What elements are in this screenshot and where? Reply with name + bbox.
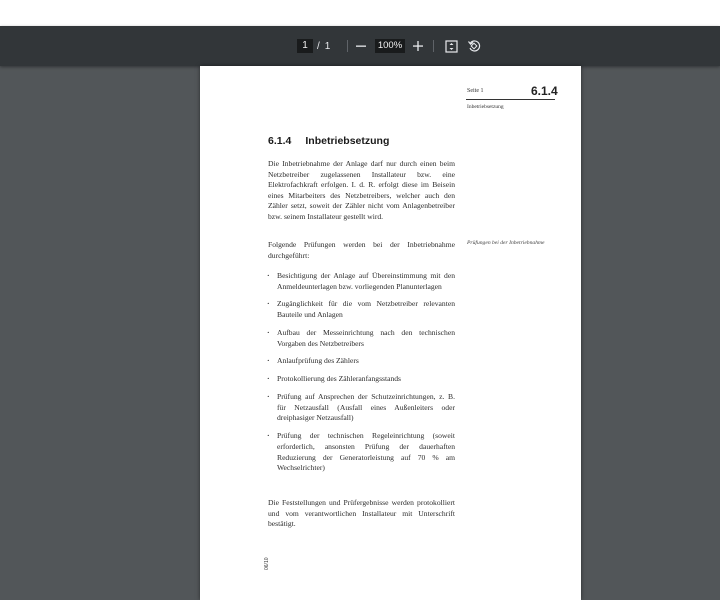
rotate-icon[interactable] — [466, 38, 482, 54]
zoom-level-input[interactable]: 100% — [375, 39, 405, 53]
top-strip — [0, 0, 720, 26]
list-item: · Prüfung auf Ansprechen der Schutzeinrichtungen, z. B. für Netzausfall (Ausfall eines Außenleiters oder dreiphasiger Netzausfall) — [266, 392, 455, 424]
pdf-toolbar — [0, 26, 720, 66]
paragraph-checks-intro: Folgende Prüfungen werden bei der Inbetriebnahme durchgeführt: — [268, 240, 455, 260]
margin-note: Prüfungen bei der Inbetriebnahme — [467, 240, 545, 246]
page-number-input[interactable]: 1 — [297, 39, 313, 53]
list-item: · Protokollierung des Zähleranfangsstands — [266, 374, 455, 385]
zoom-in-icon[interactable] — [410, 38, 426, 54]
zoom-control — [375, 26, 405, 66]
section-title: Inbetriebsetzung — [305, 135, 390, 147]
page-separator: / — [317, 40, 320, 52]
header-rule — [466, 99, 555, 100]
list-item: · Aufbau der Messeinrichtung nach den technischen Vorgaben des Netzbetreibers — [266, 328, 455, 349]
paragraph-closing: Die Feststellungen und Prüfergebnisse werden protokolliert und vom verantwortlichen Installateur mit Unterschrift bestätigt. — [268, 498, 455, 529]
pdf-page — [200, 66, 581, 600]
list-item: · Anlaufprüfung des Zählers — [266, 356, 455, 367]
header-page-label: Seite 1 — [467, 88, 484, 94]
list-item: · Besichtigung der Anlage auf Übereinstimmung mit den Anmeldeunterlagen bzw. vorliegenden Planunterlagen — [266, 271, 455, 292]
list-item: · Zugänglichkeit für die vom Netzbetreiber relevanten Bauteile und Anlagen — [266, 299, 455, 320]
toolbar-divider — [347, 40, 348, 52]
list-item: · Prüfung der technischen Regeleinrichtung (soweit erforderlich, ansonsten Prüfung der dauerhaften Reduzierung der Generatorleistung auf 70 % am Wechselrichter) — [266, 431, 455, 473]
section-number: 6.1.4 — [268, 135, 292, 147]
paragraph-intro: Die Inbetriebnahme der Anlage darf nur durch einen beim Netzbetreiber zugelassenen Installateur bzw. eine Elektrofachkraft erfolgen. I. d. R. erfolgt diese im Beisein eines Mitarbeiters des Netzbetreibers, welcher auch den Zähler setzt, soweit der Zähler nicht vom Anlagenbetreiber bzw. seinem Installateur gestellt wird. — [268, 159, 455, 221]
fit-page-icon[interactable] — [443, 38, 459, 54]
footer-code: 06/10 — [264, 557, 270, 570]
toolbar-divider — [433, 40, 434, 52]
header-section-number: 6.1.4 — [531, 84, 558, 98]
header-subtitle: Inbetriebsetzung — [467, 104, 504, 110]
page-navigator — [297, 26, 330, 66]
page-total: 1 — [324, 40, 331, 52]
check-list — [266, 271, 455, 481]
section-heading — [268, 135, 389, 147]
zoom-out-icon[interactable] — [353, 38, 369, 54]
